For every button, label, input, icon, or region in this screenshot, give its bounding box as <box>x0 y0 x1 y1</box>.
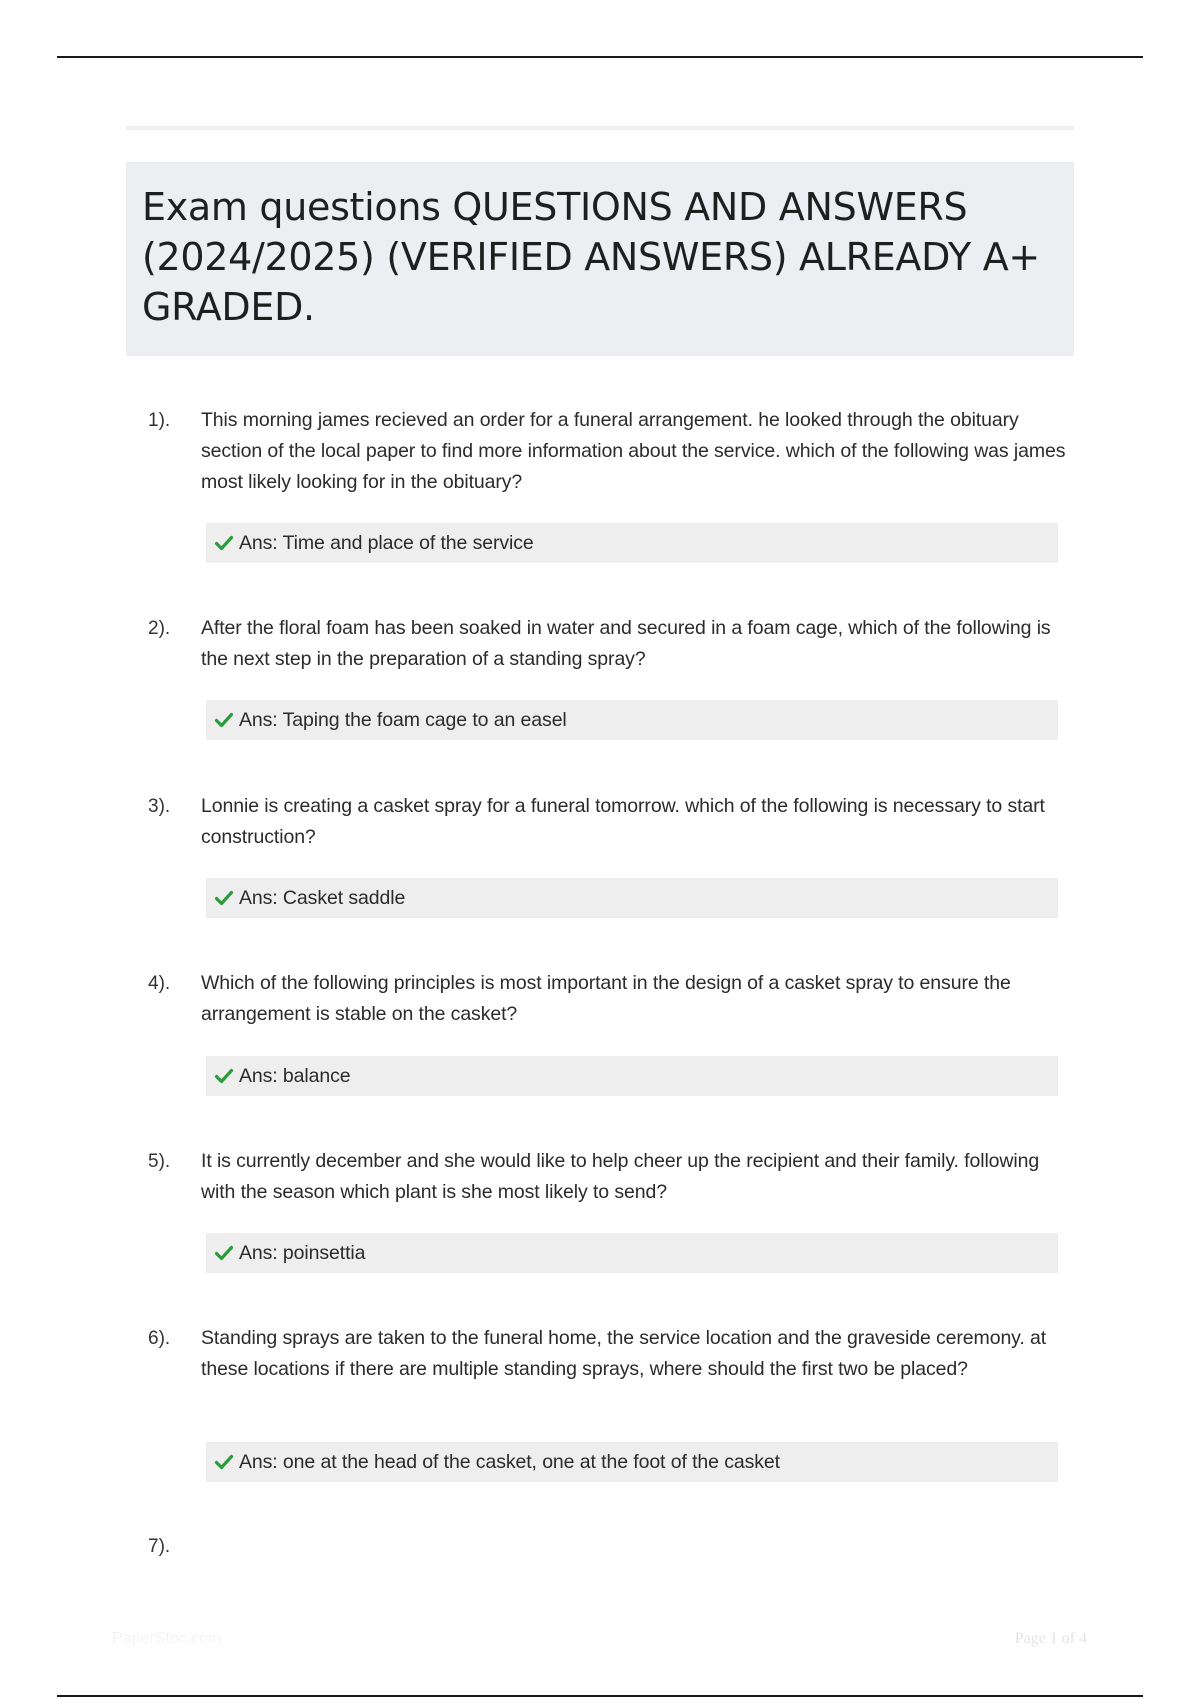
watermark: PaperStoc.com <box>112 1630 222 1647</box>
question-item <box>148 1146 1068 1208</box>
check-icon <box>214 888 234 908</box>
answer-box <box>206 1056 1058 1096</box>
question-text: It is currently december and she would like to help cheer up the recipient and their family. following with the season which plant is she most likely to send? <box>201 1150 1040 1203</box>
question-text: Lonnie is creating a casket spray for a funeral tomorrow. which of the following is necessary to start construction? <box>201 795 1045 848</box>
question-text: Standing sprays are taken to the funeral home, the service location and the graveside ceremony. at these locations if there are multiple standing sprays, where should the first two be placed? <box>201 1327 1047 1380</box>
check-icon <box>214 1452 234 1472</box>
question-text: This morning james recieved an order for a funeral arrangement. he looked through the obituary section of the local paper to find more information about the service. which of the following was james most likely looking for in the obituary? <box>201 409 1066 493</box>
question-number: 3). <box>148 796 171 817</box>
question-number: 1). <box>148 410 171 431</box>
check-icon <box>214 533 234 553</box>
top-rule <box>57 56 1143 58</box>
question-item <box>148 405 1068 498</box>
answer-text: Ans: Taping the foam cage to an easel <box>239 708 567 731</box>
check-icon <box>214 1243 234 1263</box>
check-icon <box>214 1066 234 1086</box>
answer-box <box>206 1233 1058 1273</box>
question-item <box>148 968 1068 1030</box>
answer-text: Ans: Casket saddle <box>239 886 406 909</box>
question-number: 4). <box>148 973 171 994</box>
question-item <box>148 1323 1068 1385</box>
check-icon <box>214 710 234 730</box>
header-divider <box>126 126 1074 130</box>
question-number: 5). <box>148 1151 171 1172</box>
bottom-rule <box>57 1695 1143 1697</box>
answer-box <box>206 1442 1058 1482</box>
question-text: After the floral foam has been soaked in water and secured in a foam cage, which of the following is the next step in the preparation of a standing spray? <box>201 617 1051 670</box>
answer-box <box>206 878 1058 918</box>
answer-text: Ans: balance <box>239 1064 351 1087</box>
question-item <box>148 613 1068 675</box>
page-title: Exam questions QUESTIONS AND ANSWERS (2024/2025) (VERIFIED ANSWERS) ALREADY A+ GRADED. <box>142 185 1040 329</box>
title-banner <box>126 162 1074 356</box>
answer-text: Ans: poinsettia <box>239 1241 366 1264</box>
question-item <box>148 791 1068 853</box>
answer-text: Ans: Time and place of the service <box>239 531 534 554</box>
answer-box <box>206 523 1058 563</box>
question-number: 7). <box>148 1536 171 1557</box>
answer-text: Ans: one at the head of the casket, one at the foot of the casket <box>239 1450 780 1473</box>
question-number: 2). <box>148 618 171 639</box>
answer-box <box>206 700 1058 740</box>
page-indicator: Page 1 of 4 <box>1014 1630 1087 1647</box>
question-text: Which of the following principles is most important in the design of a casket spray to ensure the arrangement is stable on the casket? <box>201 972 1011 1025</box>
question-number: 6). <box>148 1328 171 1349</box>
